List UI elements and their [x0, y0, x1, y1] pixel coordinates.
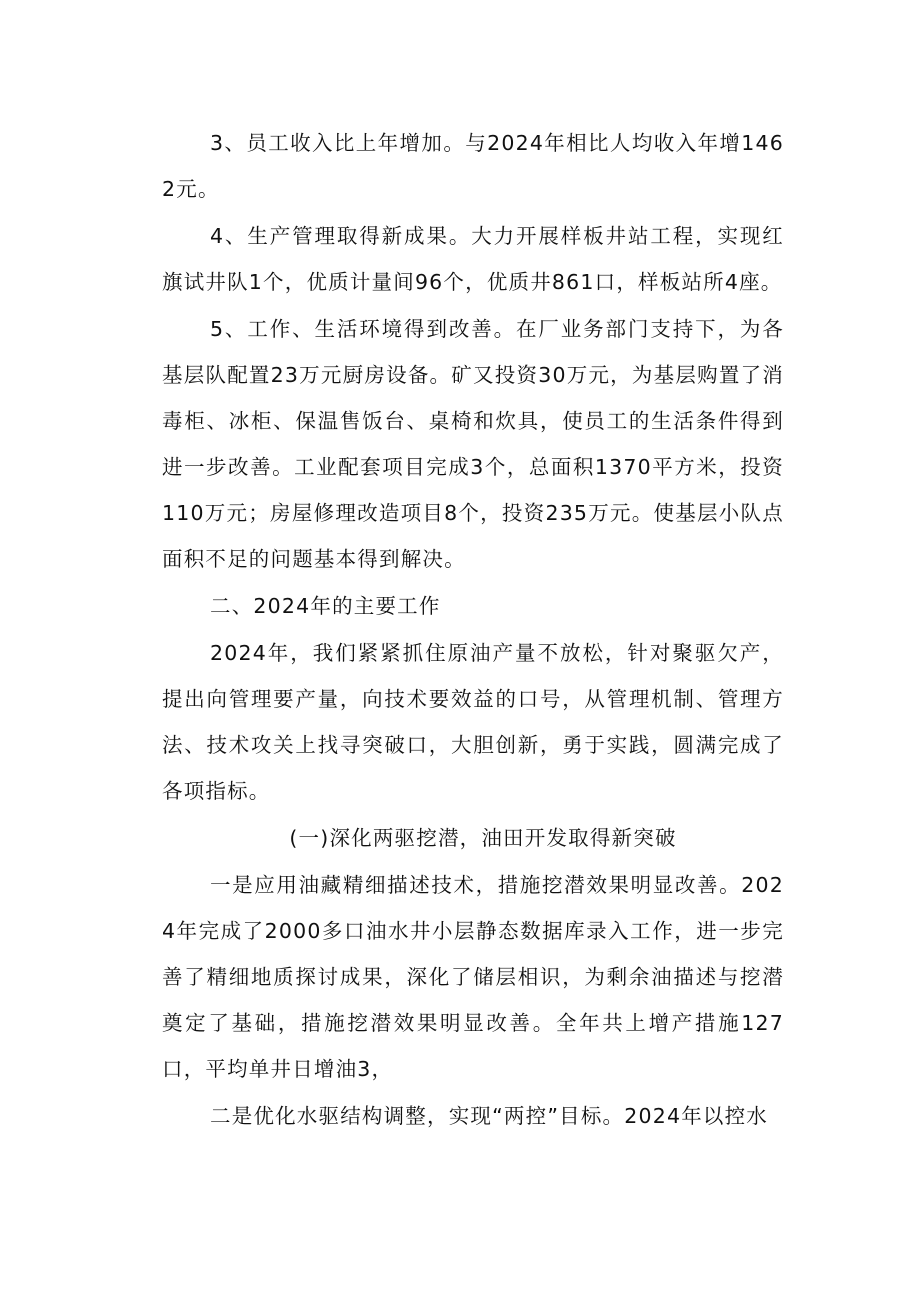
subsection-heading-oilfield-development: (一)深化两驱挖潜，油田开发取得新突破: [289, 826, 677, 850]
document-body: [162, 120, 784, 1140]
paragraph-employee-income: 3、员工收入比上年增加。与2024年相比人均收入年增1462元。: [162, 131, 784, 201]
paragraph-water-flooding: 二是优化水驱结构调整，实现“两控”目标。2024年以控水: [210, 1104, 769, 1128]
paragraph-work-environment: 5、工作、生活环境得到改善。在厂业务部门支持下，为各基层队配置23万元厨房设备。矿又投资30万元，为基层购置了消毒柜、冰柜、保温售饭台、桌椅和炊具，使员工的生活条件得到进一步改善。工业配套项目完成3个，总面积1370平方米，投资110万元；房屋修理改造项目8个，投资235万元。使基层小队点面积不足的问题基本得到解决。: [162, 317, 784, 571]
paragraph-main-work-intro: 2024年，我们紧紧抓住原油产量不放松，针对聚驱欠产，提出向管理要产量，向技术要效益的口号，从管理机制、管理方法、技术攻关上找寻突破口，大胆创新，勇于实践，圆满完成了各项指标。: [162, 641, 784, 803]
paragraph-production-management: 4、生产管理取得新成果。大力开展样板井站工程，实现红旗试井队1个，优质计量间96个，优质井861口，样板站所4座。: [162, 224, 784, 294]
paragraph-reservoir-description: 一是应用油藏精细描述技术，措施挖潜效果明显改善。2024年完成了2000多口油水井小层静态数据库录入工作，进一步完善了精细地质探讨成果，深化了储层相识，为剩余油描述与挖潜奠定了基础，措施挖潜效果明显改善。全年共上增产措施127口，平均单井日增油3，: [162, 873, 784, 1081]
section-heading-main-work: 二、2024年的主要工作: [210, 594, 441, 618]
